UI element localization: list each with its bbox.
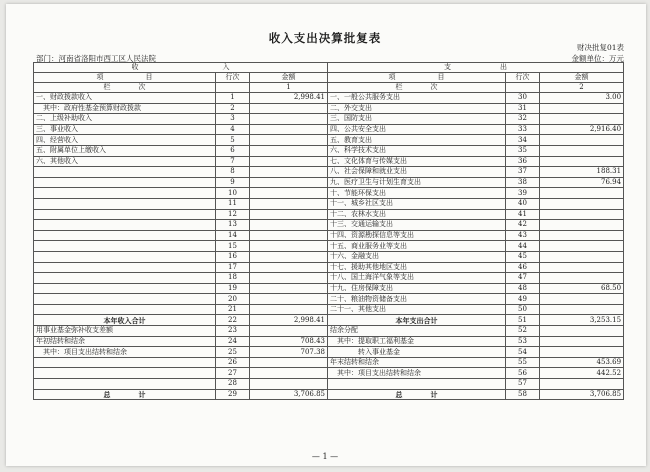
income-row-number: 15: [216, 241, 250, 252]
expense-amount: 3.00: [540, 93, 624, 104]
income-item: 一、财政拨款收入: [34, 93, 216, 104]
expense-amount: [540, 262, 624, 273]
income-amount: [250, 103, 328, 114]
income-amount: [250, 209, 328, 220]
expense-amount: 76.94: [540, 177, 624, 188]
expense-row-number: 31: [506, 103, 540, 114]
table-row: [34, 304, 624, 315]
income-amount: [250, 283, 328, 294]
table-row: [34, 220, 624, 231]
expense-row-number: 51: [506, 315, 540, 326]
expense-amount: [540, 241, 624, 252]
unit-label: 金额单位：万元: [571, 54, 624, 63]
income-row-number: 3: [216, 114, 250, 125]
income-column-blank: [216, 83, 250, 93]
expense-row-number: 48: [506, 283, 540, 294]
expense-amount: [540, 145, 624, 156]
income-item: [34, 167, 216, 178]
expense-amount: 68.50: [540, 283, 624, 294]
income-row-number: 7: [216, 156, 250, 167]
income-amount: 3,706.85: [250, 389, 328, 400]
table-row: [34, 177, 624, 188]
income-item: [34, 368, 216, 379]
expense-amount: 3,706.85: [540, 389, 624, 400]
table-row: [34, 326, 624, 337]
income-row-number: 16: [216, 251, 250, 262]
expense-item: 十、节能环保支出: [328, 188, 506, 199]
expense-amount: [540, 209, 624, 220]
income-item: [34, 251, 216, 262]
income-amount: 2,998.41: [250, 93, 328, 104]
expense-section-header: 支 出: [328, 63, 624, 73]
expense-item: 九、医疗卫生与计划生育支出: [328, 177, 506, 188]
department-label: 部门：河南省洛阳市西工区人民法院: [36, 54, 156, 63]
income-amount: [250, 294, 328, 305]
expense-item: 其中：项目支出结转和结余: [328, 368, 506, 379]
income-item: 其中：项目支出结转和结余: [34, 347, 216, 358]
income-row-number: 13: [216, 220, 250, 231]
income-row-number: 10: [216, 188, 250, 199]
expense-amount: [540, 103, 624, 114]
expense-row-number: 37: [506, 167, 540, 178]
income-amount: [250, 326, 328, 337]
income-item: 三、事业收入: [34, 124, 216, 135]
expense-amount: [540, 198, 624, 209]
expense-item: 七、文化体育与传媒支出: [328, 156, 506, 167]
expense-amount-header: 金额: [540, 73, 624, 83]
expense-row-number: 55: [506, 357, 540, 368]
expense-item: 二十一、其他支出: [328, 304, 506, 315]
expense-row-number: 39: [506, 188, 540, 199]
income-row-number: 8: [216, 167, 250, 178]
income-amount: [250, 379, 328, 390]
income-amount: [250, 114, 328, 125]
income-row-number: 18: [216, 273, 250, 284]
income-amount: [250, 198, 328, 209]
table-row: [34, 368, 624, 379]
expense-amount: [540, 304, 624, 315]
header-row-columns: [34, 73, 624, 83]
income-item: [34, 294, 216, 305]
income-amount: [250, 273, 328, 284]
table-row: [34, 315, 624, 326]
income-item: [34, 198, 216, 209]
expense-row-number: 40: [506, 198, 540, 209]
income-row-number: 25: [216, 347, 250, 358]
expense-item: 十五、商业服务业等支出: [328, 241, 506, 252]
expense-item: 总 计: [328, 389, 506, 400]
income-row-number: 14: [216, 230, 250, 241]
expense-item: 十六、金融支出: [328, 251, 506, 262]
income-row-number: 26: [216, 357, 250, 368]
income-item: 四、经营收入: [34, 135, 216, 146]
income-row-number: 1: [216, 93, 250, 104]
form-info: [572, 42, 625, 64]
expense-item: 转入事业基金: [328, 347, 506, 358]
income-row-number: 9: [216, 177, 250, 188]
table-row: [34, 273, 624, 284]
income-row-number: 20: [216, 294, 250, 305]
income-amount: [250, 220, 328, 231]
expense-row-number: 47: [506, 273, 540, 284]
expense-row-number: 56: [506, 368, 540, 379]
income-column-label: 栏 次: [34, 83, 216, 93]
form-number: 财决批复01表: [576, 43, 624, 52]
expense-amount: [540, 379, 624, 390]
income-amount: [250, 230, 328, 241]
income-amount: [250, 177, 328, 188]
income-row-number: 2: [216, 103, 250, 114]
expense-item: 其中：提取职工福利基金: [328, 336, 506, 347]
income-item: 其中：政府性基金预算财政拨款: [34, 103, 216, 114]
page-title: 收入支出决算批复表: [268, 31, 382, 45]
expense-column-label: 栏 次: [328, 83, 506, 93]
income-amount: 2,998.41: [250, 315, 328, 326]
table-row: [34, 251, 624, 262]
income-item: [34, 283, 216, 294]
expense-amount: 3,253.15: [540, 315, 624, 326]
expense-item: 一、一般公共服务支出: [328, 93, 506, 104]
table-row: [34, 389, 624, 400]
table-row: [34, 294, 624, 305]
income-item: 六、其他收入: [34, 156, 216, 167]
income-amount: [250, 167, 328, 178]
expense-item: 二、外交支出: [328, 103, 506, 114]
income-amount: [250, 156, 328, 167]
expense-row-number: 36: [506, 156, 540, 167]
table-row: [34, 188, 624, 199]
income-row-number: 29: [216, 389, 250, 400]
income-item: [34, 262, 216, 273]
table-row: [34, 347, 624, 358]
expense-item: 年末结转和结余: [328, 357, 506, 368]
income-item: 总 计: [34, 389, 216, 400]
table-row: [34, 209, 624, 220]
table-row: [34, 283, 624, 294]
table-row: [34, 198, 624, 209]
table-row: [34, 262, 624, 273]
income-item: [34, 304, 216, 315]
income-rowno-header: 行次: [216, 73, 250, 83]
income-amount: [250, 262, 328, 273]
income-row-number: 19: [216, 283, 250, 294]
expense-amount: 188.31: [540, 167, 624, 178]
income-amount: 708.43: [250, 336, 328, 347]
expense-amount: [540, 188, 624, 199]
table-row: [34, 241, 624, 252]
income-amount: [250, 304, 328, 315]
header-row-column-index: [34, 83, 624, 93]
income-item: [34, 188, 216, 199]
budget-table: [33, 62, 624, 400]
expense-item: 本年支出合计: [328, 315, 506, 326]
expense-amount: [540, 220, 624, 231]
page-number: — 1 —: [311, 452, 339, 461]
table-row: [34, 230, 624, 241]
table-row: [34, 379, 624, 390]
expense-row-number: 50: [506, 304, 540, 315]
expense-item: 十九、住房保障支出: [328, 283, 506, 294]
income-item: 用事业基金弥补收支差额: [34, 326, 216, 337]
expense-item: 十七、援助其他地区支出: [328, 262, 506, 273]
expense-item: 五、教育支出: [328, 135, 506, 146]
expense-amount: [540, 347, 624, 358]
table-row: [34, 93, 624, 104]
expense-amount: [540, 251, 624, 262]
income-row-number: 5: [216, 135, 250, 146]
income-amount: 707.38: [250, 347, 328, 358]
expense-item-header: 项 目: [328, 73, 506, 83]
expense-row-number: 43: [506, 230, 540, 241]
expense-amount: [540, 230, 624, 241]
income-section-header: 收 入: [34, 63, 328, 73]
expense-amount: [540, 294, 624, 305]
expense-row-number: 46: [506, 262, 540, 273]
income-item: [34, 357, 216, 368]
expense-amount: [540, 156, 624, 167]
expense-item: 十三、交通运输支出: [328, 220, 506, 231]
expense-row-number: 49: [506, 294, 540, 305]
expense-row-number: 30: [506, 93, 540, 104]
expense-amount: 453.69: [540, 357, 624, 368]
expense-row-number: 33: [506, 124, 540, 135]
income-item: [34, 177, 216, 188]
expense-amount: [540, 273, 624, 284]
table-row: [34, 124, 624, 135]
income-amount: [250, 368, 328, 379]
income-item: [34, 241, 216, 252]
income-row-number: 27: [216, 368, 250, 379]
income-row-number: 22: [216, 315, 250, 326]
income-column-index: 1: [250, 83, 328, 93]
income-row-number: 6: [216, 145, 250, 156]
income-amount: [250, 124, 328, 135]
expense-amount: 2,916.40: [540, 124, 624, 135]
expense-item: [328, 379, 506, 390]
expense-amount: [540, 135, 624, 146]
expense-item: 八、社会保障和就业支出: [328, 167, 506, 178]
table-row: [34, 145, 624, 156]
income-row-number: 11: [216, 198, 250, 209]
income-amount: [250, 188, 328, 199]
expense-amount: [540, 336, 624, 347]
income-item: [34, 220, 216, 231]
table-row: [34, 336, 624, 347]
expense-amount: [540, 114, 624, 125]
income-row-number: 28: [216, 379, 250, 390]
expense-row-number: 32: [506, 114, 540, 125]
expense-row-number: 38: [506, 177, 540, 188]
expense-item: 十一、城乡社区支出: [328, 198, 506, 209]
expense-row-number: 52: [506, 326, 540, 337]
expense-item: 三、国防支出: [328, 114, 506, 125]
expense-row-number: 34: [506, 135, 540, 146]
income-item: [34, 379, 216, 390]
expense-item: 结余分配: [328, 326, 506, 337]
expense-amount: [540, 326, 624, 337]
income-row-number: 17: [216, 262, 250, 273]
income-item: 年初结转和结余: [34, 336, 216, 347]
income-row-number: 23: [216, 326, 250, 337]
income-item: [34, 230, 216, 241]
table-row: [34, 114, 624, 125]
expense-row-number: 57: [506, 379, 540, 390]
income-amount: [250, 357, 328, 368]
income-row-number: 24: [216, 336, 250, 347]
expense-row-number: 42: [506, 220, 540, 231]
expense-row-number: 54: [506, 347, 540, 358]
income-item-header: 项 目: [34, 73, 216, 83]
expense-row-number: 35: [506, 145, 540, 156]
expense-item: 二十、粮油物资储备支出: [328, 294, 506, 305]
table-row: [34, 357, 624, 368]
table-row: [34, 156, 624, 167]
expense-row-number: 53: [506, 336, 540, 347]
expense-column-blank: [506, 83, 540, 93]
income-amount-header: 金额: [250, 73, 328, 83]
expense-item: 十八、国土海洋气象等支出: [328, 273, 506, 284]
income-amount: [250, 251, 328, 262]
income-item: [34, 209, 216, 220]
expense-item: 六、科学技术支出: [328, 145, 506, 156]
expense-row-number: 41: [506, 209, 540, 220]
income-item: 五、附属单位上缴收入: [34, 145, 216, 156]
income-row-number: 12: [216, 209, 250, 220]
income-item: [34, 273, 216, 284]
expense-item: 十四、资源勘探信息等支出: [328, 230, 506, 241]
expense-rowno-header: 行次: [506, 73, 540, 83]
expense-row-number: 45: [506, 251, 540, 262]
expense-item: 四、公共安全支出: [328, 124, 506, 135]
expense-row-number: 44: [506, 241, 540, 252]
table-row: [34, 167, 624, 178]
income-amount: [250, 145, 328, 156]
header-row-section: [34, 63, 624, 73]
income-item: 本年收入合计: [34, 315, 216, 326]
expense-item: 十二、农林水支出: [328, 209, 506, 220]
income-amount: [250, 241, 328, 252]
income-item: 二、上级补助收入: [34, 114, 216, 125]
income-row-number: 4: [216, 124, 250, 135]
expense-amount: 442.52: [540, 368, 624, 379]
income-amount: [250, 135, 328, 146]
table-row: [34, 135, 624, 146]
expense-column-index: 2: [540, 83, 624, 93]
expense-row-number: 58: [506, 389, 540, 400]
income-row-number: 21: [216, 304, 250, 315]
table-row: [34, 103, 624, 114]
